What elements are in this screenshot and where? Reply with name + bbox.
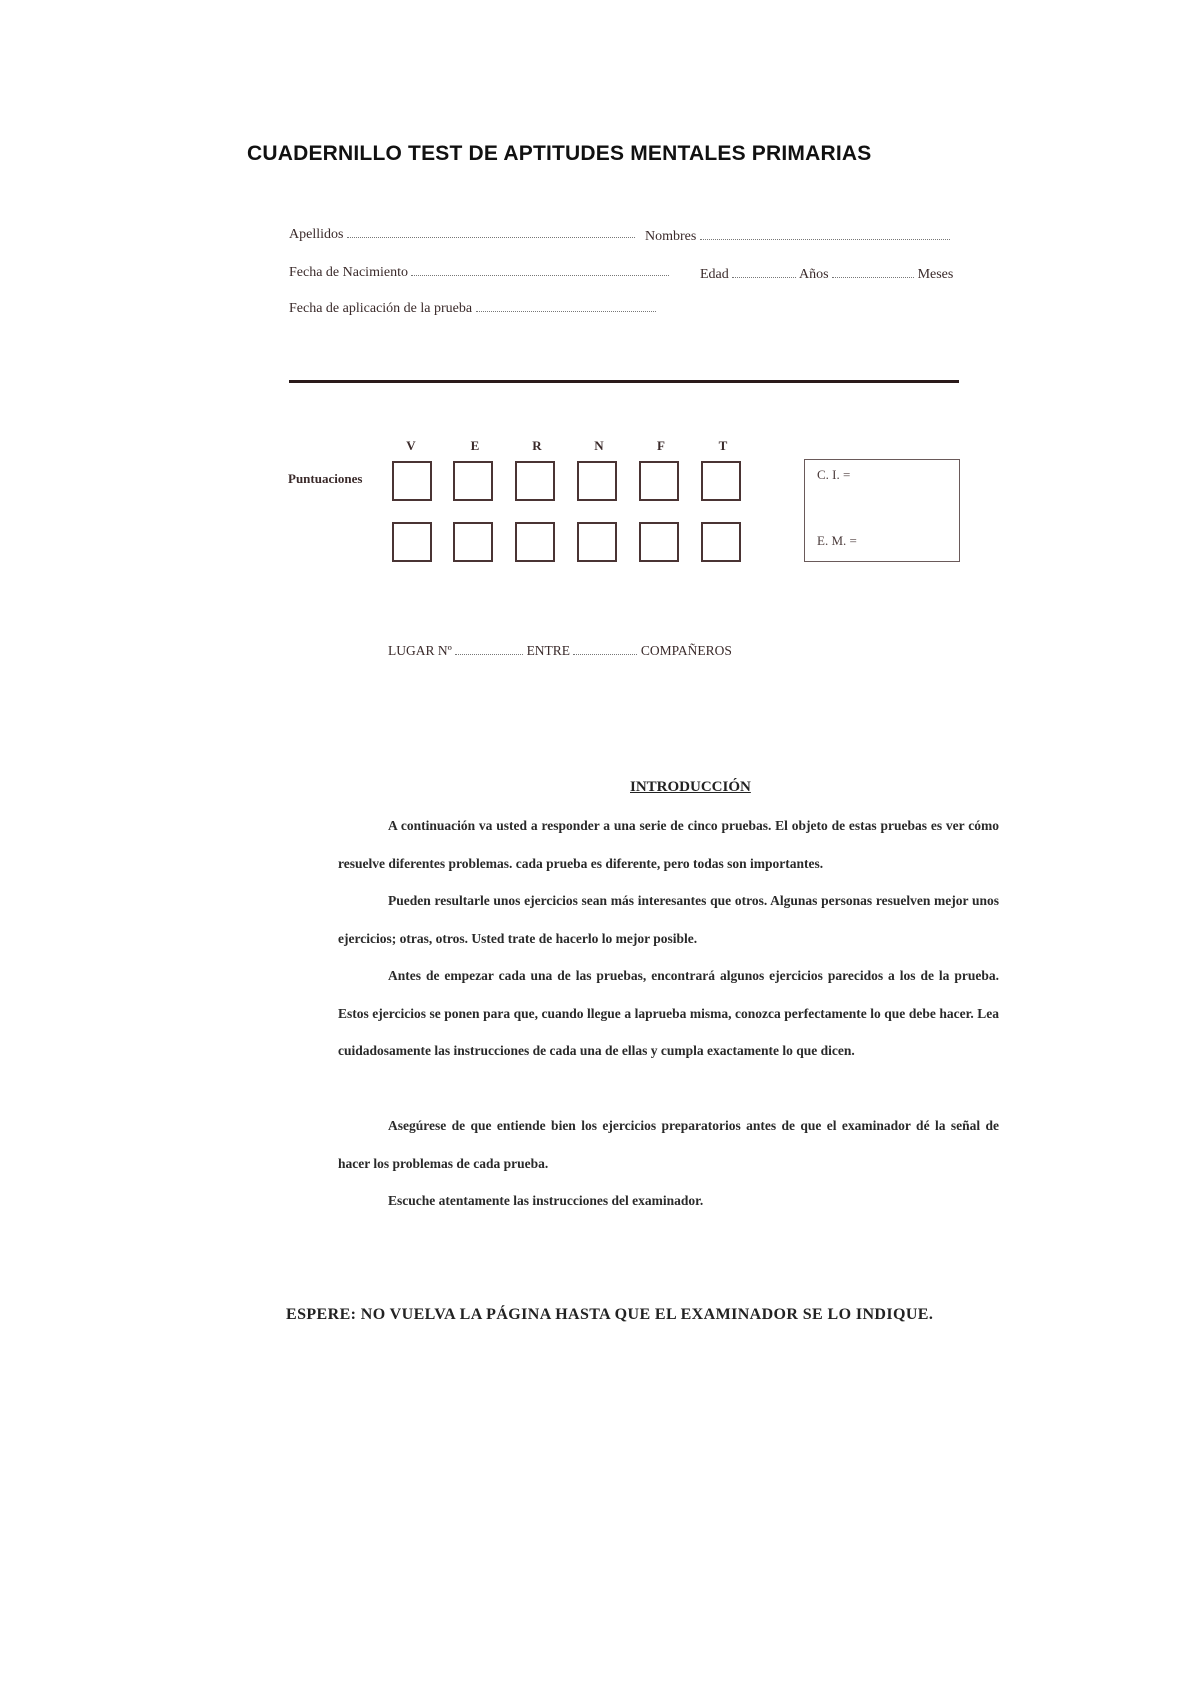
apellidos-line	[347, 225, 635, 238]
score-box-f-scaled[interactable]	[639, 522, 679, 562]
entre-line	[573, 642, 637, 655]
score-box-f-raw[interactable]	[639, 461, 679, 501]
intro-heading: INTRODUCCIÓN	[630, 779, 751, 795]
fecha-nacimiento-label: Fecha de Nacimiento	[289, 265, 408, 280]
column-letter-t: T	[718, 438, 728, 453]
score-box-n-scaled[interactable]	[577, 522, 617, 562]
anos-line	[832, 265, 914, 278]
column-letter-v: V	[406, 438, 416, 453]
score-box-t-raw[interactable]	[701, 461, 741, 501]
intro-paragraph-2-text: Pueden resultarle unos ejercicios sean más interesantes que otros. Algunas personas resuelven mejor unos ejercicios; otras, otros. Usted trate de hacerlo lo mejor posible.	[338, 893, 999, 946]
column-letter-r: R	[532, 438, 542, 453]
column-letter-e: E	[470, 438, 480, 453]
section-divider	[289, 380, 959, 383]
column-letter-n: N	[594, 438, 604, 453]
meses-label: Meses	[917, 267, 954, 282]
lugar-line	[455, 642, 523, 655]
entre-label: ENTRE	[526, 643, 571, 658]
lugar-label: LUGAR Nº	[388, 643, 452, 658]
fecha-aplicacion-field[interactable]	[289, 299, 656, 317]
intro-paragraph-1-text: A continuación va usted a responder a una serie de cinco pruebas. El objeto de estas pruebas es ver cómo resuelve diferentes problemas. cada prueba es diferente, pero todas son importantes.	[338, 818, 999, 871]
wait-warning: ESPERE: NO VUELVA LA PÁGINA HASTA QUE EL EXAMINADOR SE LO INDIQUE.	[286, 1306, 934, 1323]
score-box-v-raw[interactable]	[392, 461, 432, 501]
edad-label: Edad	[700, 267, 729, 282]
column-letter-f: F	[657, 438, 665, 453]
ci-label: C. I. =	[817, 467, 851, 482]
score-box-e-raw[interactable]	[453, 461, 493, 501]
score-box-v-scaled[interactable]	[392, 522, 432, 562]
score-box-t-scaled[interactable]	[701, 522, 741, 562]
score-box-r-raw[interactable]	[515, 461, 555, 501]
edad-field[interactable]	[700, 265, 953, 283]
fecha-nacimiento-line	[411, 263, 669, 276]
intro-paragraph-2	[338, 882, 999, 957]
score-box-e-scaled[interactable]	[453, 522, 493, 562]
nombres-field[interactable]	[645, 227, 950, 245]
apellidos-label: Apellidos	[289, 227, 344, 242]
nombres-line	[700, 227, 950, 240]
apellidos-field[interactable]	[289, 225, 635, 243]
score-box-r-scaled[interactable]	[515, 522, 555, 562]
nombres-label: Nombres	[645, 229, 697, 244]
edad-line	[732, 265, 796, 278]
intro-paragraph-3-text: Antes de empezar cada una de las pruebas, encontrará algunos ejercicios parecidos a los de la prueba. Estos ejercicios se ponen para que, cuando llegue a laprueba misma, conozca perfectamente lo que debe hacer. Lea cuidadosamente las instrucciones de cada una de ellas y cumpla exactamente lo que dicen.	[338, 968, 999, 1058]
puntuaciones-label: Puntuaciones	[288, 471, 363, 486]
intro-paragraph-4	[338, 1107, 999, 1182]
anos-label: Años	[799, 267, 829, 282]
intro-paragraph-4-text: Asegúrese de que entiende bien los ejercicios preparatorios antes de que el examinador dé la señal de hacer los problemas de cada prueba.	[338, 1118, 999, 1171]
companeros-label: COMPAÑEROS	[640, 643, 732, 658]
fecha-aplicacion-line	[476, 299, 656, 312]
score-box-n-raw[interactable]	[577, 461, 617, 501]
intro-paragraph-1	[338, 807, 999, 882]
intro-paragraph-3	[338, 957, 999, 1070]
fecha-aplicacion-label: Fecha de aplicación de la prueba	[289, 301, 473, 316]
fecha-nacimiento-field[interactable]	[289, 263, 669, 281]
intro-paragraph-5-text: Escuche atentamente las instrucciones del examinador.	[388, 1193, 704, 1208]
page-title: CUADERNILLO TEST DE APTITUDES MENTALES PRIMARIAS	[247, 142, 872, 165]
placement-line[interactable]	[388, 642, 732, 659]
em-label: E. M. =	[817, 533, 857, 548]
ci-em-result-box[interactable]	[804, 459, 960, 562]
intro-paragraph-5	[338, 1182, 999, 1220]
